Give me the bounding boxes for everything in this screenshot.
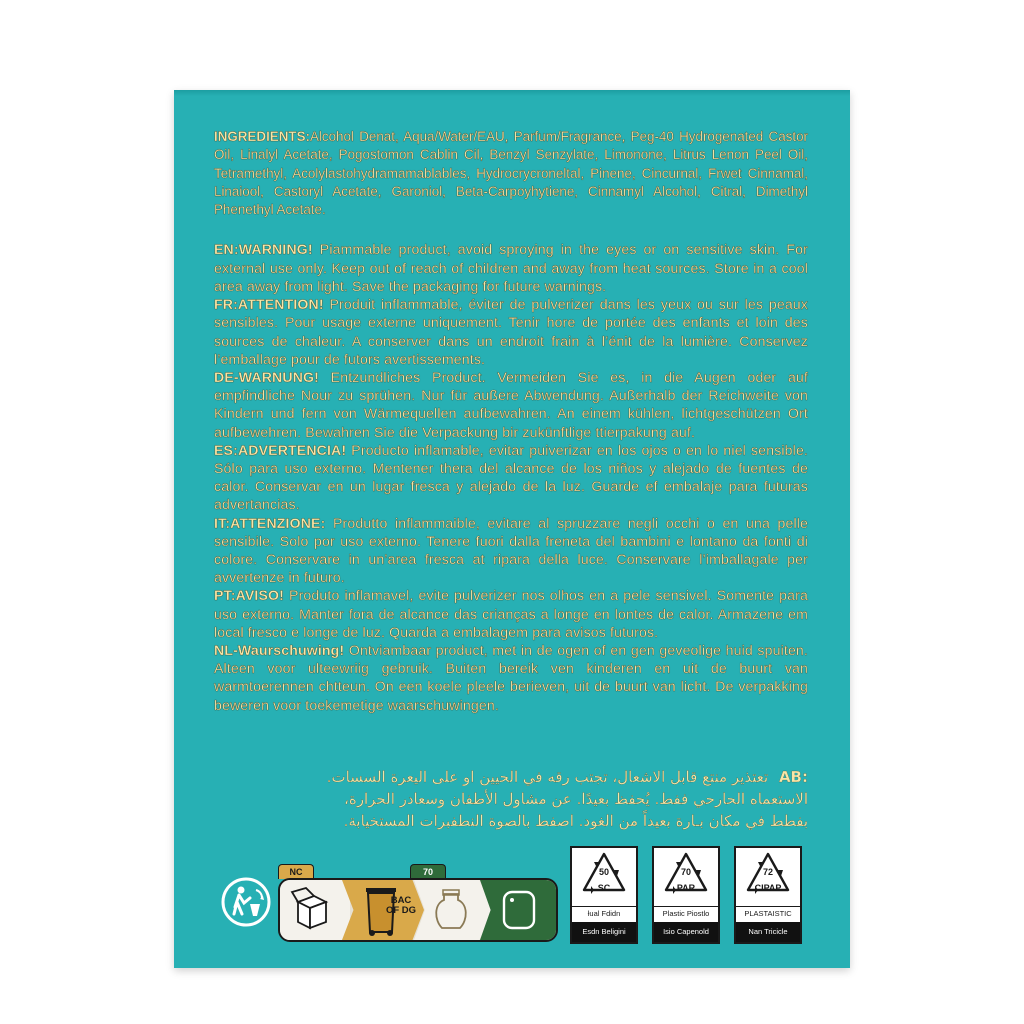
label-text [214,128,808,714]
arabic-line: بفطط في مكان بـارة بعيداً من الغود. اصفط بالصوة النطفبرات المستخيابة. [343,812,808,830]
warning-arabic [214,766,808,832]
warning-lead: IT:ATTENZIONE: [214,514,326,531]
package-panel [174,90,850,968]
ingredients-lead: INGREDIENTS: [214,129,310,144]
sorting-tab-70: 70 [410,864,446,879]
arabic-line [214,766,808,788]
resin-caption: Nan Tricicle [736,922,800,942]
warning-en [214,240,808,295]
arabic-text: تعتذير منتع قابل الاشعال، تجتب رقه في الحيين او على اليعرة السسات. [326,768,769,786]
sorting-segment-glass [414,880,492,940]
warning-it [214,514,808,587]
resin-number: 70 [680,867,691,877]
warning-lead: DE-WARNUNG! [214,368,319,385]
warning-lead: NL-Waurschuwing! [214,641,345,658]
sorting-guide [278,878,558,942]
sorting-tab-nc: NC [278,864,314,879]
warning-lead: PT:AVISO! [214,587,284,604]
resin-code: SC [597,883,611,893]
ingredients-text: Alcohol Denat, Aqua/Water/EAU, Parfum/Fragrance, Peg-40 Hydrogenated Castor Oil, Linalyl Acetate, Pogostomon Cablin Cil, Benzyl Senzylate, Limonone, Litrus Lenon Peel Oil, Tetramethyl, Acolylastohydramamablables, Hydrocrycroneltal, Pinene, Cincurnal, Frwet Cinnamal, Linaiool, Castoryl Acetate, Garoniol, Beta-Carpoyhytiene, Cinnamyl Alcohol, Citral, Dimethyl Phenethyl Acetate. [214,129,808,218]
warning-lead: FR:ATTENTION! [214,296,324,313]
warning-de [214,368,808,441]
carton-box-icon [280,880,342,940]
warning-text: Produtto inflammaible, evitare al spruzzare negli occhi o en una pelle sensibile. Solo por uso externo. Tenere fuori dalla freneta del bambini e lontano da fonti di colore. Conservare in un’area fresca at ripara della luce. Conservare l’imballagale per avvertenze in futuro. [214,514,808,586]
recycle-person-icon [220,876,272,928]
arabic-lead: AB: [778,768,808,786]
warning-text: Produit inflammable, éviter de pulverizer dans les yeux ou sur les peaux sensibles. Pour usage externe uniquement. Tenir hore de portée des enfants et loin des sources de chaleur. A conserver dans un endroit frain à l’énit de la lumière. Conservez l’emballage pour de futors avertissements. [214,296,808,367]
glass-jar-icon [414,880,492,940]
sorting-segment-carton [280,880,350,940]
warning-pt [214,586,808,641]
warning-lead: ES:ADVERTENCIA! [214,441,347,458]
bottle-icon [480,880,556,940]
resin-material: PLASTAISTIC [736,906,800,921]
resin-code-badge [734,846,802,944]
warning-text: Ontviambaar product, met in de ogen of en gen geveolige huid spuiten. Alteen voor ulteewriig gebruik. Buiten bereik ven kinderen en uit de buurt van warmtoerennen chtteun. On een koele pleele berieven, uit de buurt van licht. De verpakking beweren voor toekemetige waarschuwingen. [214,641,808,713]
warning-lead: EN:WARNING! [214,241,313,258]
resin-code-badge [652,846,720,944]
resin-code: PAR [676,883,696,893]
resin-code: CIPAP [754,883,782,893]
resin-caption: Esdn Beligini [572,922,636,942]
warning-es [214,441,808,514]
warning-text: Piammable product, avoid sproying in the eyes or on sensitive skin. For external use only. Keep out of reach of children and away from heat sources. Store in a cool area away from light. Save the packaging for future warnings. [214,241,808,294]
resin-material: Plastic Piostlo [654,906,718,921]
resin-number: 50 [598,867,609,877]
ingredients-paragraph [214,128,808,219]
resin-caption: Isio Capenold [654,922,718,942]
arabic-line: الاستعماه الحارحي ففط. ‌يُحفظ بعيدًا. عن مشاول الأطفان وسعادر الحرارة، [344,790,808,808]
resin-material: ƚual Fdidn [572,906,636,921]
warning-text: Produto inflamavel, evite pulverizer nos olhos en a pele sensivel. Somente para uso externo. Manter fora de alcance das crianças a longe en lontes de calor. Armazene em local fresco e longe de luz. Quarda a embalagem para avisos futuros. [214,587,808,640]
warning-text: Producto inflamable, evitar puiverizar en los ojos o en lo niel sensible. Sólo para uso externo. Mentener thera del alcance de los niños y alejado de fuentes de calor. Conservar en un lugar fresca y alejado de la luz. Guarde ef embalaje para futuras advertancias. [214,441,808,513]
bin-label: BAC OF DG [385,895,417,916]
warning-text: Entzundliches Product. Vermeiden Sie es, in die Augen oder auf empfindliche Nour zu sprühen. Nur für außere Abwendung. Außerhalb der Reichweite von Kindern und fern von Wärmequellen aufbewahren. An einem kühlen, lichtgeschützen Ort aufbewehren. Bewahren Sie die Verpackung bir zukünftlige ttierpakung auf. [214,368,808,440]
sorting-segment-green [480,880,556,940]
warning-fr [214,295,808,368]
resin-code-badge [570,846,638,944]
resin-number: 72 [762,867,773,877]
warning-nl [214,641,808,714]
